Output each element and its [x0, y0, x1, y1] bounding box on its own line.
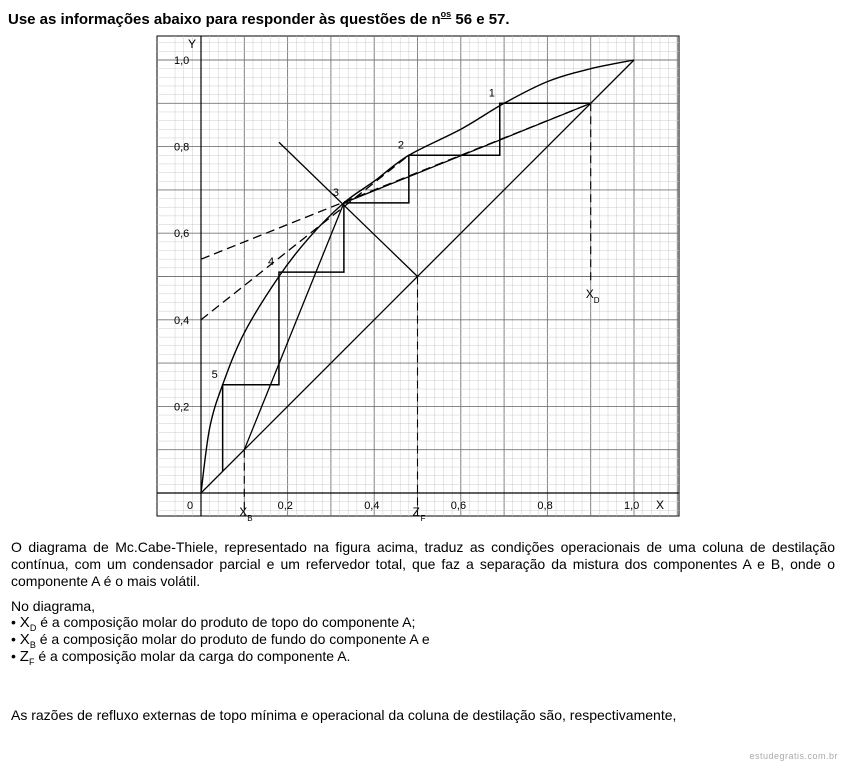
symbol: X	[19, 631, 30, 648]
symbol-sub: F	[28, 657, 35, 667]
composition-marker-label: X	[239, 505, 248, 519]
definition-text: é a composição molar do produto de fundo do componente A e	[35, 631, 430, 647]
symbol-sub: D	[29, 623, 37, 633]
symbol: X	[19, 614, 30, 631]
x-tick-label: 0,6	[450, 500, 467, 512]
heading-suffix: 56 e 57.	[451, 11, 510, 28]
stage-number: 2	[397, 139, 404, 152]
composition-marker-label: X	[585, 287, 594, 302]
definition-text: é a composição molar da carga do componente A.	[34, 648, 351, 664]
symbol-sub: B	[29, 640, 36, 650]
symbol: Z	[19, 648, 29, 665]
y-tick-label: 0,6	[174, 228, 190, 241]
x-tick-label: 0,4	[364, 500, 380, 512]
description-paragraph: O diagrama de Mc.Cabe-Thiele, representado na figura acima, traduz as condições operacionais de uma coluna de destilação contínua, com um condensador parcial e um refervedor total, que faz a separação da mistura dos componentes A e B, onde o componente A é o mais volátil.	[11, 539, 835, 589]
composition-marker-sub: F	[420, 514, 426, 523]
heading-prefix: Use as informações abaixo para responder às questões de n	[8, 11, 441, 28]
x-axis-label: X	[656, 498, 665, 512]
stage-number: 4	[267, 256, 275, 269]
y-tick-label: 0,4	[174, 314, 190, 327]
x-tick-label: 1,0	[624, 500, 640, 512]
x-tick-label: 0,8	[537, 500, 553, 512]
nodiagrama-intro: No diagrama,	[11, 598, 96, 614]
question-text: As razões de refluxo externas de topo mínima e operacional da coluna de destilação são, respectivamente,	[11, 707, 677, 723]
stage-number: 1	[488, 87, 495, 100]
bullet: •	[11, 631, 16, 647]
composition-marker-sub: D	[593, 296, 600, 306]
stage-number: 5	[211, 368, 218, 381]
heading-sup: os	[440, 9, 452, 19]
x-tick-label: 0,2	[277, 500, 293, 512]
y-axis-label: Y	[188, 37, 197, 51]
definition-item	[11, 648, 350, 671]
composition-marker-label: Z	[412, 505, 420, 519]
bullet: •	[11, 614, 16, 630]
composition-marker-sub: B	[247, 514, 253, 523]
definition-text: é a composição molar do produto de topo do componente A;	[36, 614, 416, 630]
y-tick-label: 0,8	[174, 141, 190, 154]
stage-number: 3	[332, 186, 340, 199]
watermark: estudegratis.com.br	[749, 751, 838, 761]
bullet: •	[11, 648, 16, 664]
y-tick-label: 1,0	[174, 55, 190, 67]
x-tick-label: 0	[187, 500, 194, 512]
y-tick-label: 0,2	[174, 401, 190, 414]
